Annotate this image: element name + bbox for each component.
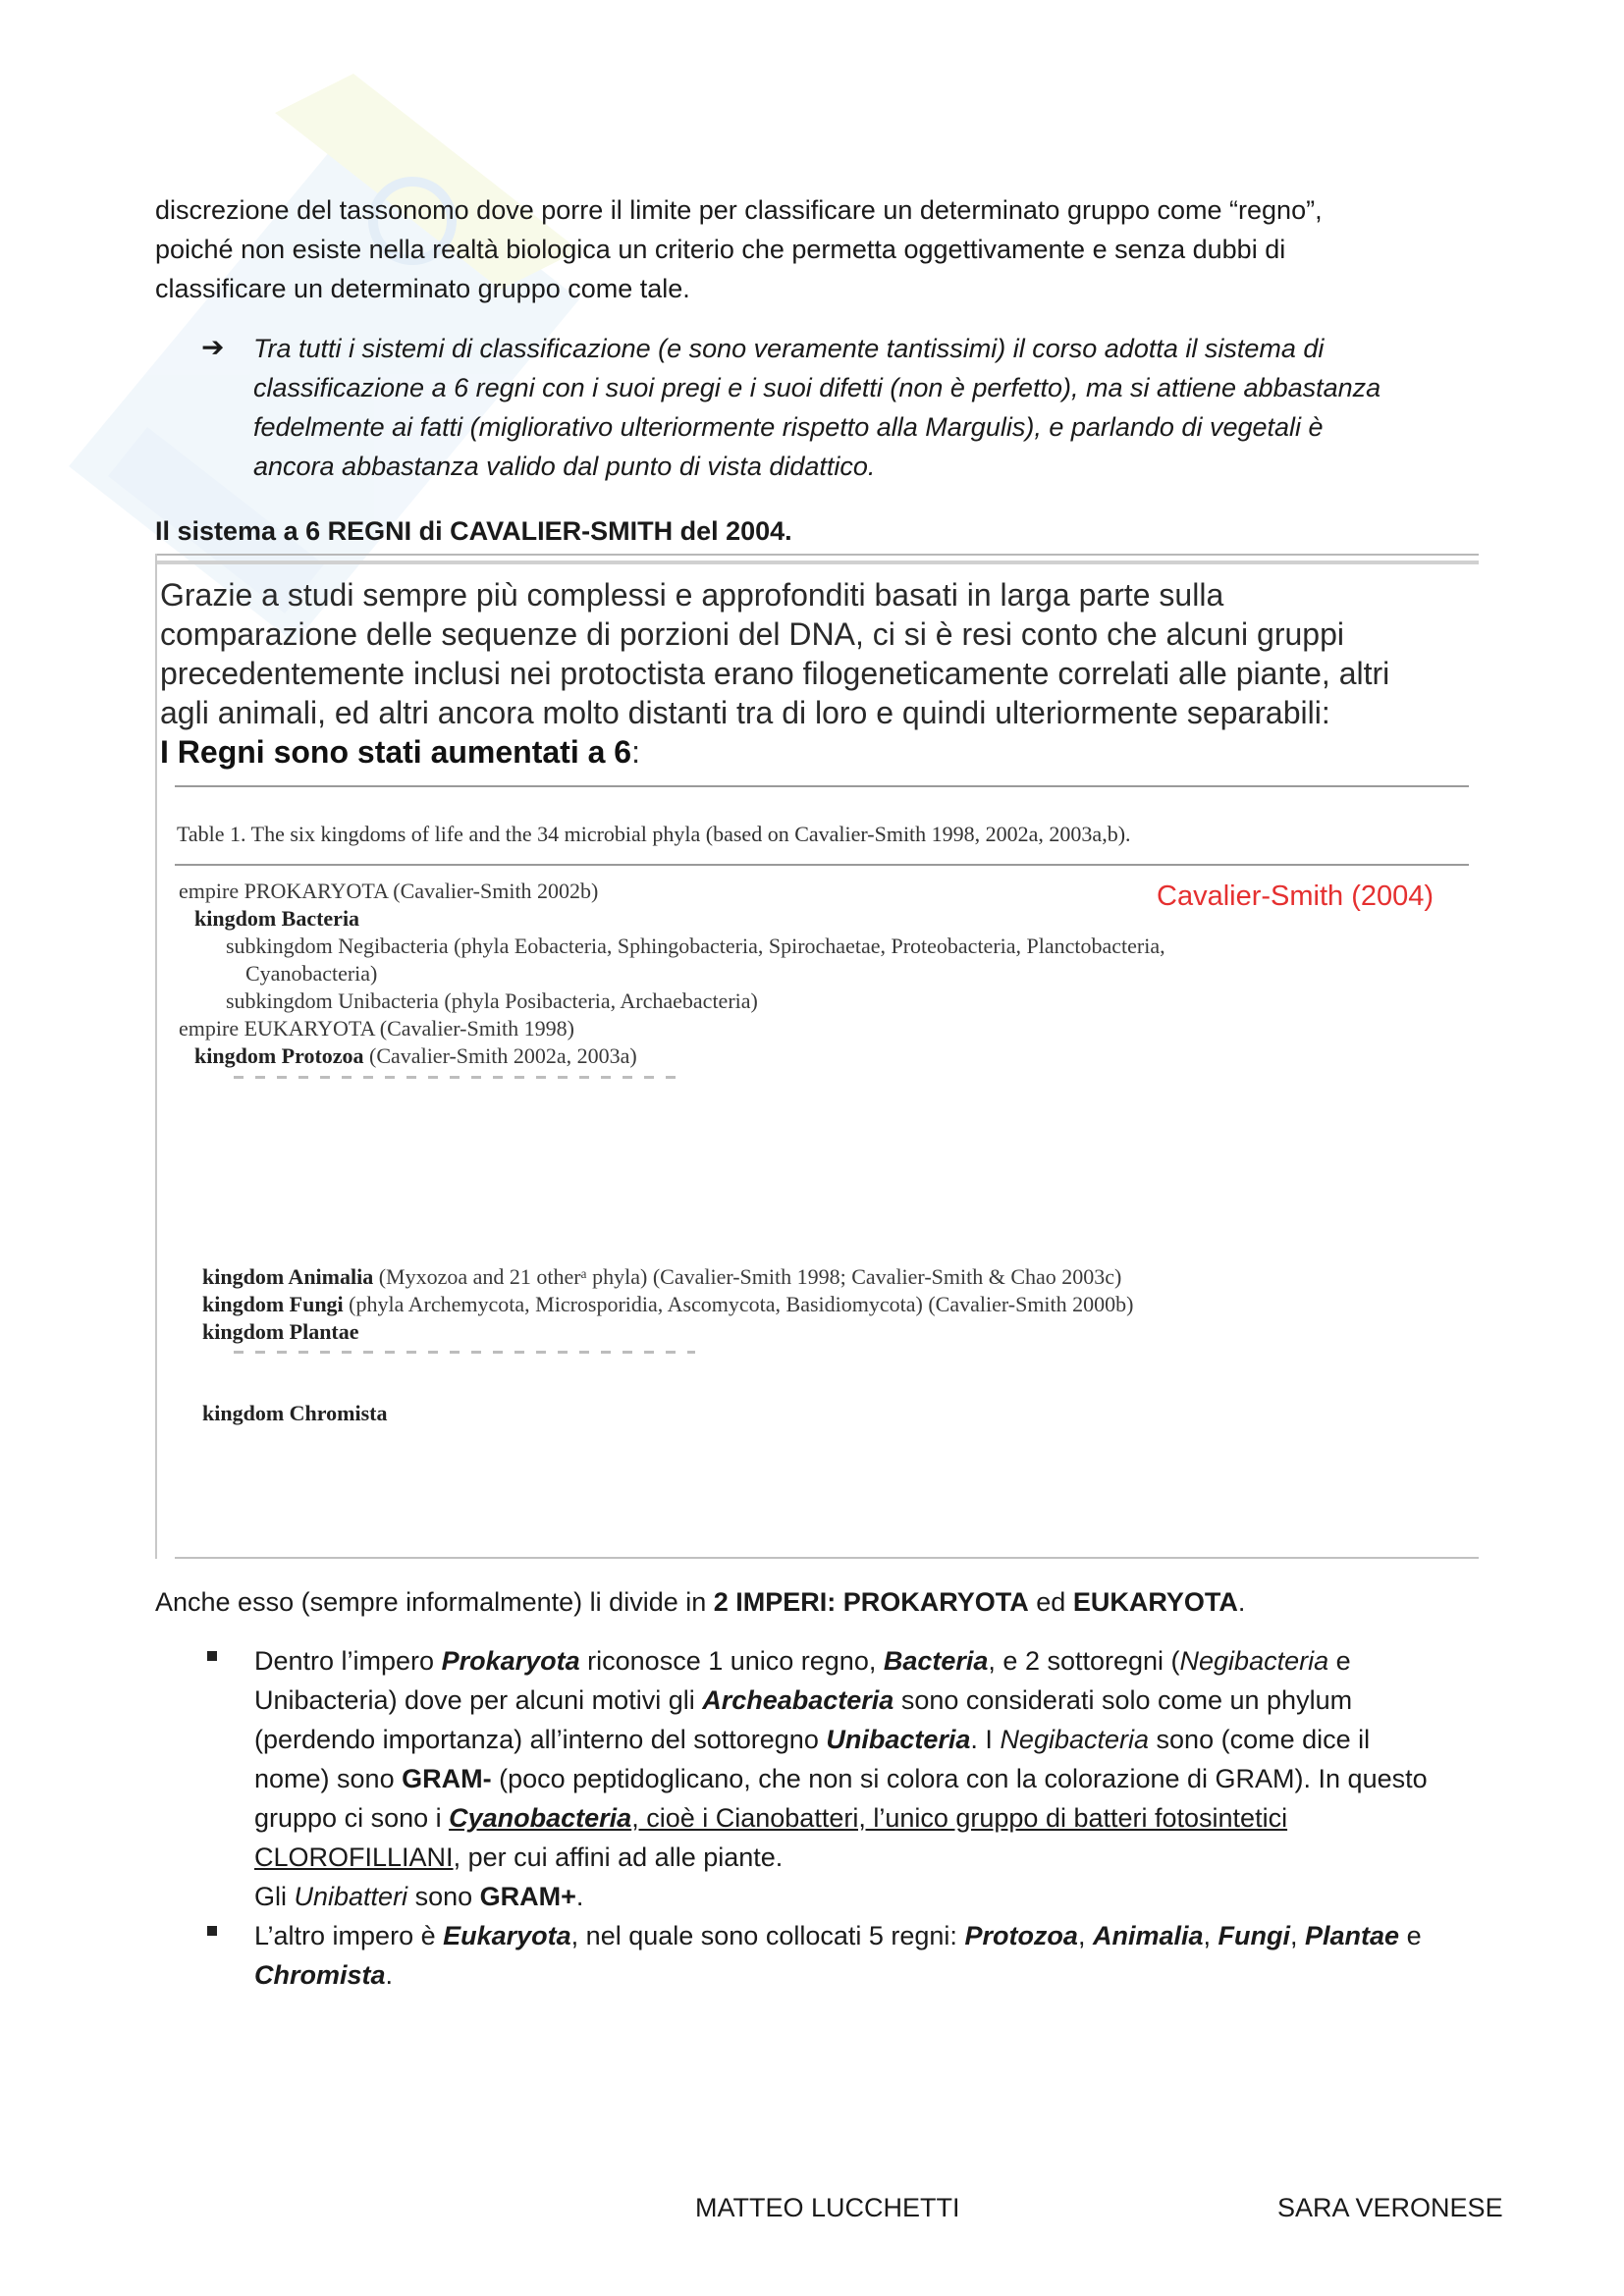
bold-italic-run: Plantae — [1305, 1921, 1400, 1950]
text-run: nome) sono — [254, 1764, 403, 1793]
table-rule — [175, 864, 1469, 866]
cropped-row-fragment — [234, 1076, 676, 1079]
arrow-note-line: fedelmente ai fatti (migliorativo ulteriormente rispetto alla Margulis), e parlando di vegetali è — [253, 412, 1324, 442]
intro-paragraph — [155, 190, 1471, 308]
text-run: Unibacteria) dove per alcuni motivi gli — [254, 1685, 703, 1715]
bold-italic-run: Archeabacteria — [702, 1685, 894, 1715]
bold-italic-run: Bacteria — [883, 1646, 989, 1676]
slide-line: comparazione delle sequenze di porzioni del DNA, ci si è resi conto che alcuni gruppi — [160, 616, 1344, 652]
arrow-note-line: ancora abbastanza valido dal punto di vista didattico. — [253, 452, 876, 481]
arrow-note — [201, 329, 1478, 486]
figure-top-rule — [157, 561, 1479, 564]
bold-italic-run: Animalia — [1092, 1921, 1204, 1950]
italic-run: Negibacteria — [1179, 1646, 1329, 1676]
bullet-line — [254, 1838, 1481, 1877]
arrow-right-icon: ➔ — [201, 332, 225, 362]
table-row: subkingdom Unibacteria (phyla Posibacteria, Archaebacteria) — [226, 988, 758, 1013]
bold-run: EUKARYOTA — [1072, 1587, 1238, 1617]
text-run: e — [1399, 1921, 1422, 1950]
text-run: sono — [407, 1882, 480, 1911]
text-run: sono (come dice il — [1149, 1725, 1371, 1754]
bullet-line — [254, 1798, 1481, 1838]
bold-italic-run: Unibacteria — [826, 1725, 971, 1754]
footer-author-right: SARA VERONESE — [1277, 2193, 1503, 2222]
text-run: gruppo ci sono i — [254, 1803, 450, 1833]
table-row — [179, 1015, 574, 1042]
row-bold: kingdom Protozoa — [194, 1043, 364, 1068]
row-text: (phyla Archemycota, Microsporidia, Ascomycota, Basidiomycota) (Cavalier-Smith 2000b) — [343, 1292, 1134, 1316]
bold-run: 2 IMPERI: PROKARYOTA — [713, 1587, 1029, 1617]
bullet-line — [254, 1720, 1481, 1759]
row-bold: kingdom Bacteria — [194, 906, 360, 931]
bullet-line — [254, 1877, 1481, 1916]
text-run: , per cui affini ad alle piante. — [453, 1842, 784, 1872]
footer-author-left: MATTEO LUCCHETTI — [695, 2193, 960, 2222]
list-item — [155, 1916, 1481, 1995]
embedded-figure — [155, 554, 1479, 1559]
text-run: . — [575, 1882, 584, 1911]
text-run: , nel quale sono collocati 5 regni: — [570, 1921, 965, 1950]
underlined-run: CLOROFILLIANI — [254, 1842, 454, 1872]
text-run: (poco peptidoglicano, che non si colora con la colorazione di GRAM). In questo — [491, 1764, 1428, 1793]
row-bold: kingdom Chromista — [202, 1401, 388, 1425]
text-run: . I — [970, 1725, 1001, 1754]
table-row — [179, 878, 598, 905]
row-text: (Cavalier-Smith 1998) — [374, 1016, 574, 1041]
bullet-line — [254, 1759, 1481, 1798]
text-run: e — [1328, 1646, 1351, 1676]
slide-line-last — [160, 732, 1476, 772]
bold-italic-run: Prokaryota — [441, 1646, 580, 1676]
table-row — [194, 905, 359, 933]
intro-line: poiché non esiste nella realtà biologica un criterio che permetta oggettivamente e senza dubbi di — [155, 235, 1286, 264]
text-run: L’altro impero è — [254, 1921, 444, 1950]
slide-bold-text: I Regni sono stati aumentati a 6 — [160, 734, 632, 770]
italic-run: Negibacteria — [1000, 1725, 1150, 1754]
square-bullet-icon — [207, 1926, 217, 1936]
text-run: (perdendo importanza) all’interno del sottoregno — [254, 1725, 827, 1754]
text-run: ed — [1028, 1587, 1073, 1617]
text-run: . — [1237, 1587, 1246, 1617]
table-caption: Table 1. The six kingdoms of life and the 34 microbial phyla (based on Cavalier-Smith 1998, 2002a, 2003a,b). — [177, 822, 1131, 846]
cropped-row-fragment — [234, 1351, 695, 1354]
bullet-list — [155, 1641, 1481, 1995]
text-run: , — [1290, 1921, 1306, 1950]
slide-line: Grazie a studi sempre più complessi e approfonditi basati in larga parte sulla — [160, 577, 1224, 613]
table-row — [202, 1263, 1121, 1291]
bold-run: GRAM+ — [479, 1882, 576, 1911]
text-run: . — [385, 1960, 394, 1990]
table-row: subkingdom Negibacteria (phyla Eobacteria, Sphingobacteria, Spirochaetae, Proteobacteria, Planctobacteria, — [226, 934, 1165, 958]
row-text: empire EUKARYOTA — [179, 1016, 375, 1041]
slide-line: agli animali, ed altri ancora molto distanti tra di loro e quindi ulteriormente separabili: — [160, 695, 1330, 730]
bullet-line — [254, 1681, 1481, 1720]
row-bold: kingdom Fungi — [202, 1292, 344, 1316]
bold-italic-run: Fungi — [1218, 1921, 1291, 1950]
figure-bottom-rule — [175, 1557, 1479, 1559]
section-heading: Il sistema a 6 REGNI di CAVALIER-SMITH del 2004. — [155, 516, 792, 546]
underlined-run: , cioè i Cianobatteri, l’unico gruppo di batteri fotosintetici — [631, 1803, 1288, 1833]
row-bold: kingdom Plantae — [202, 1319, 359, 1344]
row-text: (Cavalier-Smith 2002b) — [387, 879, 599, 903]
bold-italic-run: Protozoa — [964, 1921, 1078, 1950]
text-run: , e 2 sottoregni ( — [988, 1646, 1180, 1676]
cavalier-smith-tag: Cavalier-Smith (2004) — [1157, 881, 1435, 912]
table-row — [202, 1318, 359, 1346]
slide-text — [160, 575, 1476, 772]
bold-run: GRAM- — [402, 1764, 492, 1793]
bullet-line — [254, 1641, 1481, 1681]
row-text: (Myxozoa and 21 otherᵃ phyla) (Cavalier-Smith 1998; Cavalier-Smith & Chao 2003c) — [373, 1264, 1122, 1289]
bullet-line — [254, 1955, 1481, 1995]
text-run: riconosce 1 unico regno, — [579, 1646, 884, 1676]
text-run: Dentro l’impero — [254, 1646, 442, 1676]
arrow-note-line: Tra tutti i sistemi di classificazione (e sono veramente tantissimi) il corso adotta il sistema di — [253, 334, 1325, 363]
intro-line: classificare un determinato gruppo come tale. — [155, 274, 690, 303]
bullet-line — [254, 1916, 1481, 1955]
text-run: sono considerati solo come un phylum — [893, 1685, 1353, 1715]
table-row — [202, 1400, 387, 1427]
table-rule — [175, 785, 1469, 787]
figure-left-rule — [155, 554, 157, 1559]
row-bold: kingdom Animalia — [202, 1264, 374, 1289]
intro-line: discrezione del tassonomo dove porre il limite per classificare un determinato gruppo come “regno”, — [155, 195, 1323, 225]
figure-top-rule — [157, 554, 1479, 556]
text-run: , — [1077, 1921, 1093, 1950]
table-row: Cyanobacteria) — [245, 961, 378, 986]
square-bullet-icon — [207, 1651, 217, 1661]
imperi-sentence — [155, 1582, 1245, 1622]
text-run: Anche esso (sempre informalmente) li divide in — [155, 1587, 714, 1617]
bold-italic-run: Eukaryota — [443, 1921, 571, 1950]
bold-italic-run: Chromista — [254, 1960, 386, 1990]
italic-run: Unibatteri — [294, 1882, 408, 1911]
row-text: (Cavalier-Smith 2002a, 2003a) — [363, 1043, 637, 1068]
row-text: empire PROKARYOTA — [179, 879, 388, 903]
arrow-note-line: classificazione a 6 regni con i suoi pregi e i suoi difetti (non è perfetto), ma si attiene abbastanza — [253, 373, 1381, 402]
table-row — [202, 1291, 1134, 1318]
text-run: , — [1203, 1921, 1218, 1950]
slide-colon: : — [631, 734, 640, 770]
slide-line: precedentemente inclusi nei protoctista erano filogeneticamente correlati alle piante, altri — [160, 656, 1390, 691]
text-run: Gli — [254, 1882, 295, 1911]
bold-italic-underlined-run: Cyanobacteria — [449, 1803, 632, 1833]
list-item — [155, 1641, 1481, 1916]
table-row — [194, 1042, 637, 1070]
